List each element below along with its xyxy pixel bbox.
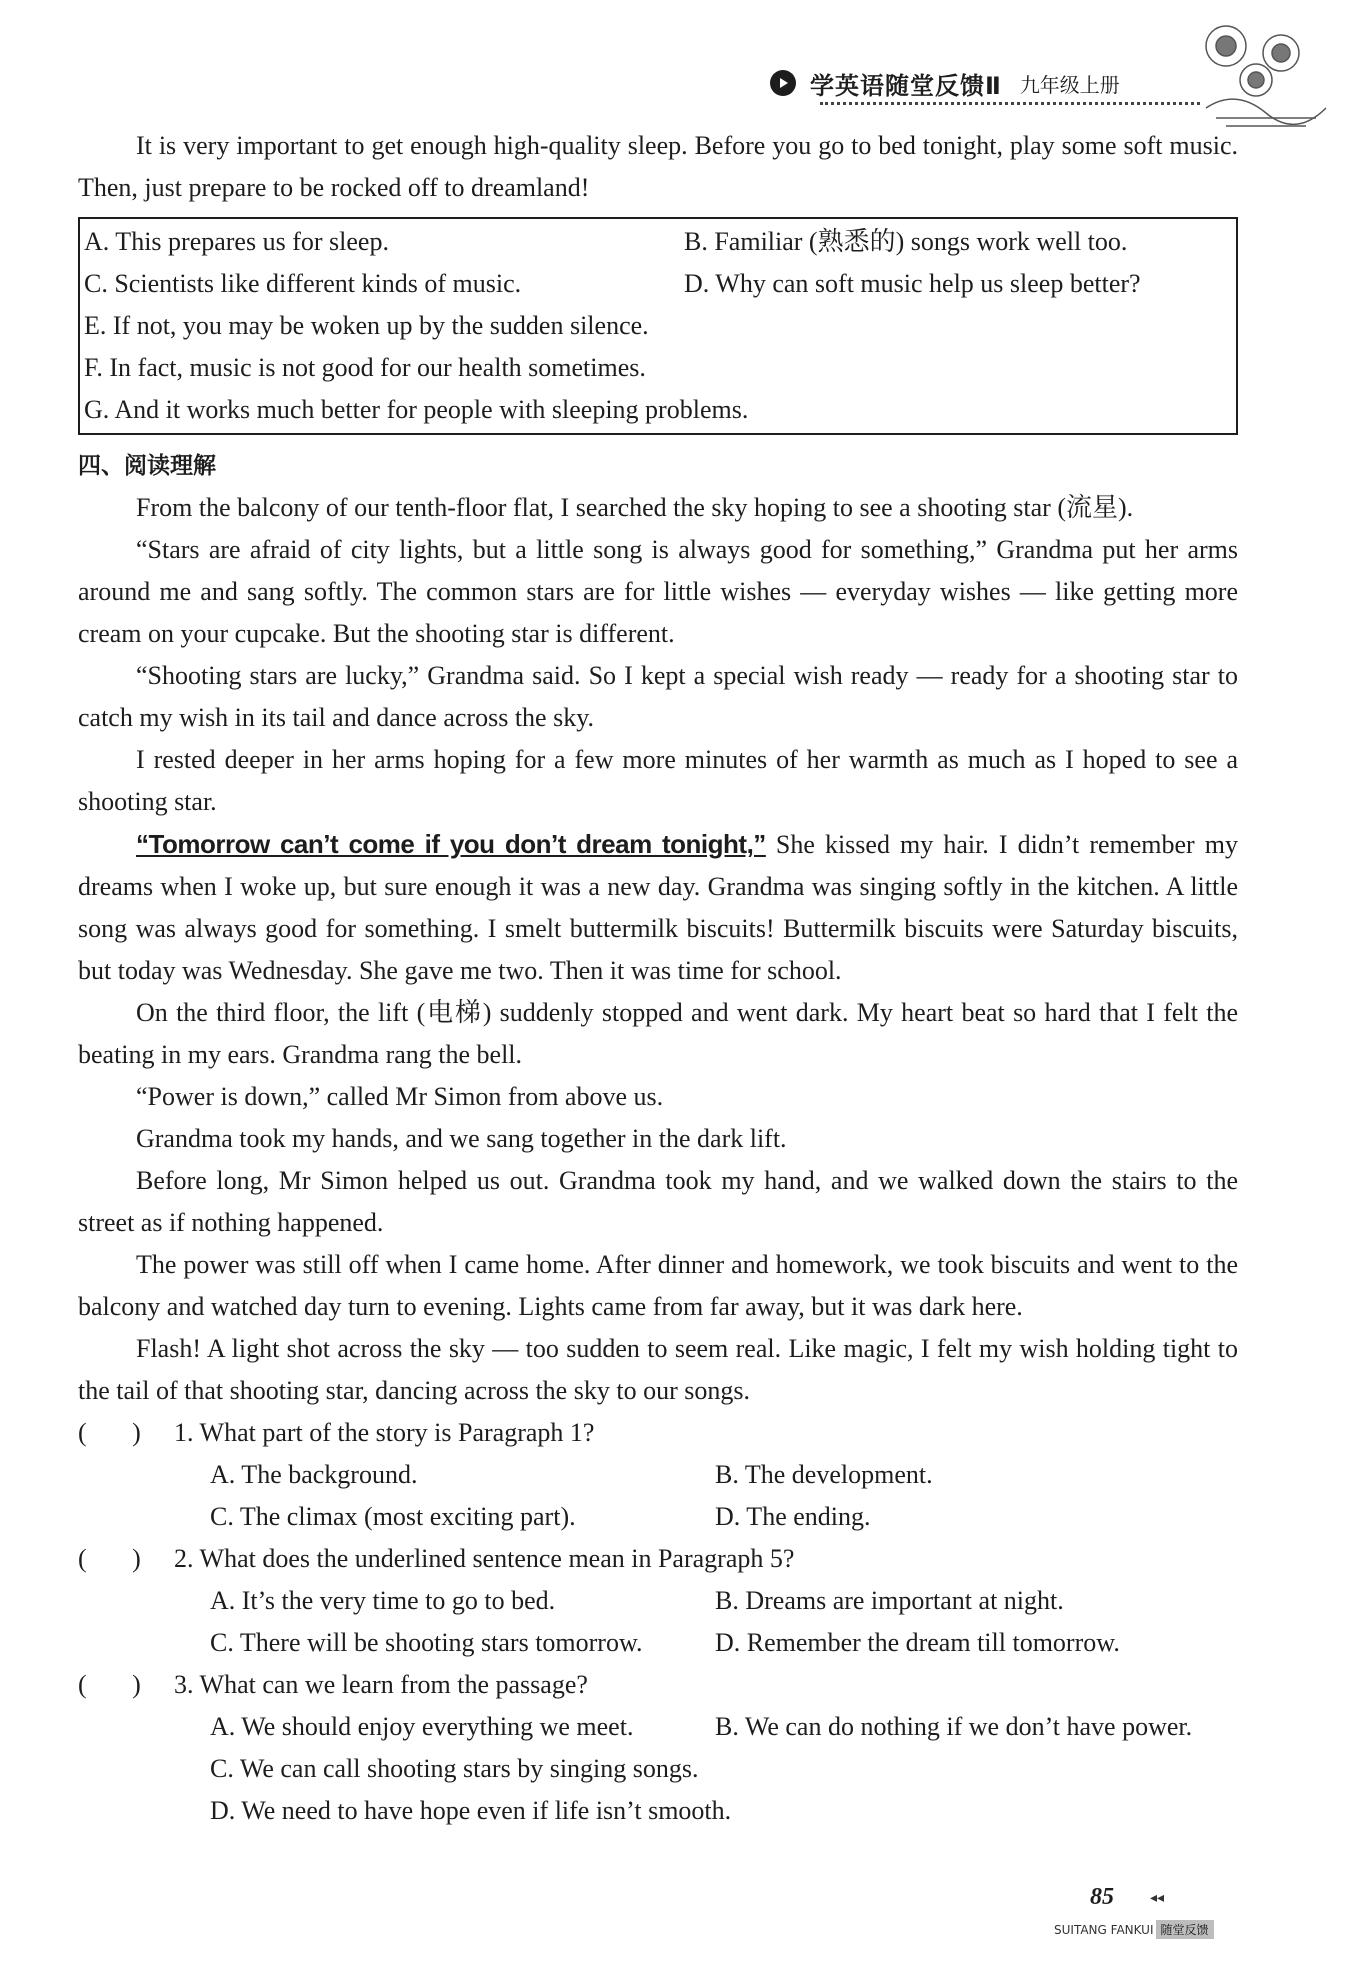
- q3-option-c: C. We can call shooting stars by singing songs.: [210, 1754, 699, 1783]
- q1-option-b: B. The development.: [715, 1460, 933, 1489]
- question-text: 2. What does the underlined sentence mean in Paragraph 5?: [174, 1544, 795, 1573]
- play-icon: [770, 70, 796, 96]
- page-number: 85: [1090, 1884, 1114, 1910]
- q2-option-d: D. Remember the dream till tomorrow.: [715, 1628, 1120, 1657]
- story-paragraph-9: Before long, Mr Simon helped us out. Grandma took my hand, and we walked down the stairs to the street as if nothing happened.: [78, 1166, 1238, 1237]
- option-e: E. If not, you may be woken up by the sudden silence.: [84, 311, 649, 340]
- intro-paragraph: It is very important to get enough high-quality sleep. Before you go to bed tonight, play some soft music. Then, just prepare to be rocked off to dreamland!: [78, 131, 1238, 202]
- question-1: [78, 1412, 1238, 1538]
- q2-option-b: B. Dreams are important at night.: [715, 1586, 1064, 1615]
- q2-option-c: C. There will be shooting stars tomorrow.: [210, 1628, 643, 1657]
- option-g: G. And it works much better for people with sleeping problems.: [84, 395, 749, 424]
- main-content: [78, 125, 1238, 1832]
- answer-blank[interactable]: ( ): [78, 1670, 141, 1699]
- q2-option-a: A. It’s the very time to go to bed.: [210, 1586, 556, 1615]
- question-2: [78, 1538, 1238, 1664]
- option-c: C. Scientists like different kinds of music.: [84, 269, 522, 298]
- story-paragraph-7: “Power is down,” called Mr Simon from above us.: [136, 1082, 664, 1111]
- option-f: F. In fact, music is not good for our health sometimes.: [84, 353, 646, 382]
- running-header: [770, 58, 1190, 108]
- q3-option-d: D. We need to have hope even if life isn’t smooth.: [210, 1796, 732, 1825]
- footer-brand: [1054, 1920, 1214, 1939]
- story-paragraph-4: I rested deeper in her arms hoping for a few more minutes of her warmth as much as I hoped to see a shooting star.: [78, 745, 1238, 816]
- story-paragraph-8: Grandma took my hands, and we sang together in the dark lift.: [136, 1124, 787, 1153]
- brand-en: SUITANG FANKUI: [1054, 1922, 1154, 1937]
- option-a: A. This prepares us for sleep.: [84, 227, 389, 256]
- q1-option-c: C. The climax (most exciting part).: [210, 1502, 576, 1531]
- header-divider: [820, 102, 1200, 105]
- story-paragraph-10: The power was still off when I came home. After dinner and homework, we took biscuits and went to the balcony and watched day turn to evening. Lights came from far away, but it was dark here.: [78, 1250, 1238, 1321]
- option-b: B. Familiar (熟悉的) songs work well too.: [684, 227, 1128, 256]
- header-subtitle: 九年级上册: [1019, 72, 1120, 97]
- q3-option-a: A. We should enjoy everything we meet.: [210, 1712, 634, 1741]
- brand-cn: 随堂反馈: [1156, 1920, 1214, 1939]
- story-paragraph-5: [78, 823, 1238, 992]
- answer-blank[interactable]: ( ): [78, 1544, 141, 1573]
- story-paragraph-3: “Shooting stars are lucky,” Grandma said. So I kept a special wish ready — ready for a shooting star to catch my wish in its tail and dance across the sky.: [78, 661, 1238, 732]
- paragraph-5-rest: She kissed my hair. I didn’t remember my dreams when I woke up, but sure enough it was a new day. Grandma was singing softly in the kitchen. A little song was always good for something. I smelt buttermilk biscuits! Buttermilk biscuits were Saturday biscuits, but today was Wednesday. She gave me two. Then it was time for school.: [78, 830, 1238, 985]
- header-title: 学英语随堂反馈Ⅱ: [810, 71, 1002, 100]
- q1-option-a: A. The background.: [210, 1460, 418, 1489]
- answer-blank[interactable]: ( ): [78, 1418, 141, 1447]
- section-title: 四、阅读理解: [78, 453, 216, 479]
- question-text: 1. What part of the story is Paragraph 1?: [174, 1418, 595, 1447]
- story-paragraph-11: Flash! A light shot across the sky — too sudden to seem real. Like magic, I felt my wish holding tight to the tail of that shooting star, dancing across the sky to our songs.: [78, 1334, 1238, 1405]
- answer-options-box: [78, 217, 1238, 435]
- story-paragraph-2: “Stars are afraid of city lights, but a little song is always good for something,” Grandma put her arms around me and sang softly. The common stars are for little wishes — everyday wishes — like getting more cream on your cupcake. But the shooting star is different.: [78, 535, 1238, 648]
- q3-option-b: B. We can do nothing if we don’t have power.: [715, 1712, 1193, 1741]
- back-arrows-icon: ◂◂: [1150, 1890, 1165, 1906]
- q1-option-d: D. The ending.: [715, 1502, 871, 1531]
- story-paragraph-6: On the third floor, the lift (电梯) suddenly stopped and went dark. My heart beat so hard that I felt the beating in my ears. Grandma rang the bell.: [78, 998, 1238, 1069]
- sunflower-decoration-icon: [1196, 18, 1336, 138]
- question-text: 3. What can we learn from the passage?: [174, 1670, 588, 1699]
- underlined-sentence: “Tomorrow can’t come if you don’t dream tonight,”: [136, 829, 766, 859]
- option-d: D. Why can soft music help us sleep better?: [684, 269, 1141, 298]
- question-3: [78, 1664, 1238, 1832]
- story-paragraph-1: From the balcony of our tenth-floor flat, I searched the sky hoping to see a shooting star (流星).: [136, 493, 1134, 522]
